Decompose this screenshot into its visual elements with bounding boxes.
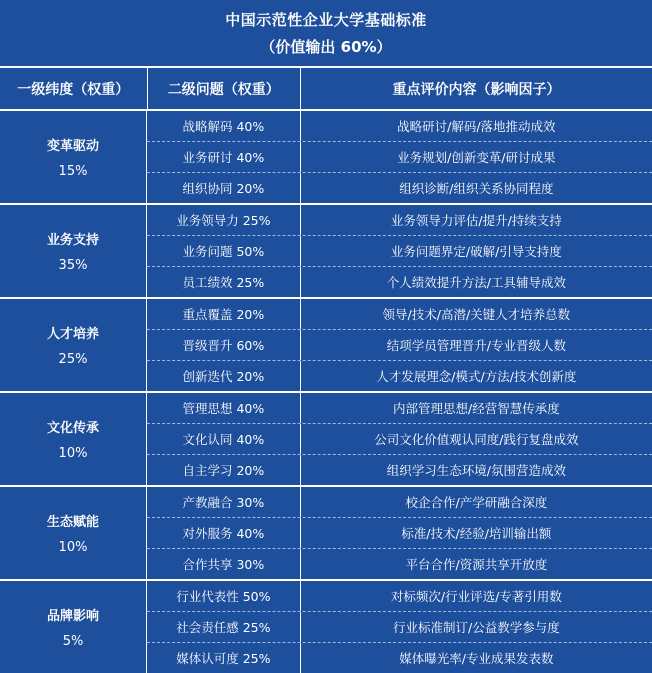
dimension-weight: 15% xyxy=(58,164,88,179)
sub-question: 重点覆盖 20% xyxy=(147,299,301,329)
evaluation-content: 业务领导力评估/提升/持续支持 xyxy=(390,213,562,228)
table-row xyxy=(147,299,652,330)
evaluation-content: 领导/技术/高潜/关键人才培养总数 xyxy=(382,307,571,322)
dimension-group xyxy=(0,111,652,205)
sub-question: 组织协同 20% xyxy=(147,173,301,203)
dimension-cell xyxy=(0,487,147,579)
evaluation-content: 业务规划/创新变革/研讨成果 xyxy=(397,150,556,165)
table-row xyxy=(147,581,652,612)
table-row xyxy=(147,236,652,267)
sub-question: 行业代表性 50% xyxy=(147,581,301,611)
evaluation-content: 标准/技术/经验/培训输出额 xyxy=(401,526,552,541)
evaluation-content: 战略研讨/解码/落地推动成效 xyxy=(397,119,556,134)
dimension-group xyxy=(0,393,652,487)
table-row xyxy=(147,173,652,203)
dimension-group xyxy=(0,581,652,673)
dimension-cell xyxy=(0,299,147,391)
sub-question: 对外服务 40% xyxy=(147,518,301,548)
evaluation-content: 组织诊断/组织关系协同程度 xyxy=(399,181,554,196)
dimension-name: 业务支持 xyxy=(46,233,99,248)
table-row xyxy=(147,612,652,643)
evaluation-content: 行业标准制订/公益教学参与度 xyxy=(392,620,560,635)
evaluation-content: 公司文化价值观认同度/践行复盘成效 xyxy=(374,432,579,447)
sub-question: 媒体认可度 25% xyxy=(147,643,301,673)
table-row xyxy=(147,455,652,485)
header-sub-question: 二级问题（权重） xyxy=(148,68,302,109)
evaluation-content: 内部管理思想/经营智慧传承度 xyxy=(392,401,560,416)
dimension-cell xyxy=(0,205,147,297)
dimension-weight: 10% xyxy=(58,540,88,555)
header-dimension: 一级纬度（权重） xyxy=(0,68,148,109)
dimension-cell xyxy=(0,393,147,485)
sub-question: 业务研讨 40% xyxy=(147,142,301,172)
table-row xyxy=(147,142,652,173)
dimension-group xyxy=(0,205,652,299)
dimension-weight: 25% xyxy=(58,352,88,367)
evaluation-content: 媒体曝光率/专业成果发表数 xyxy=(399,651,554,666)
table-row xyxy=(147,643,652,673)
dimension-weight: 35% xyxy=(58,258,88,273)
sub-question: 合作共享 30% xyxy=(147,549,301,579)
sub-question: 社会责任感 25% xyxy=(147,612,301,642)
evaluation-content: 人才发展理念/模式/方法/技术创新度 xyxy=(376,369,577,384)
sub-question: 文化认同 40% xyxy=(147,424,301,454)
table-row xyxy=(147,205,652,236)
table-row xyxy=(147,267,652,297)
dimension-weight: 10% xyxy=(58,446,88,461)
evaluation-content: 对标频次/行业评选/专著引用数 xyxy=(390,589,562,604)
sub-question: 管理思想 40% xyxy=(147,393,301,423)
dimension-cell xyxy=(0,581,147,673)
evaluation-content: 组织学习生态环境/氛围营造成效 xyxy=(386,463,566,478)
header-content: 重点评价内容（影响因子） xyxy=(392,81,561,98)
table-body xyxy=(0,111,652,673)
dimension-group xyxy=(0,299,652,393)
sub-question: 员工绩效 25% xyxy=(147,267,301,297)
page-subtitle: （价值输出 60%） xyxy=(260,38,392,56)
sub-question: 业务领导力 25% xyxy=(147,205,301,235)
sub-question: 晋级晋升 60% xyxy=(147,330,301,360)
sub-question: 产教融合 30% xyxy=(147,487,301,517)
table-row xyxy=(147,424,652,455)
sub-question: 创新迭代 20% xyxy=(147,361,301,391)
dimension-name: 品牌影响 xyxy=(46,609,99,624)
page-title: 中国示范性企业大学基础标准 xyxy=(225,11,427,29)
dimension-name: 文化传承 xyxy=(46,421,99,436)
dimension-name: 变革驱动 xyxy=(46,139,99,154)
evaluation-content: 平台合作/资源共享开放度 xyxy=(405,557,548,572)
evaluation-content: 校企合作/产学研融合深度 xyxy=(405,495,548,510)
title-block xyxy=(0,0,652,68)
sub-question: 自主学习 20% xyxy=(147,455,301,485)
table-row xyxy=(147,111,652,142)
evaluation-content: 业务问题界定/破解/引导支持度 xyxy=(390,244,562,259)
table-row xyxy=(147,549,652,579)
dimension-group xyxy=(0,487,652,581)
sub-question: 战略解码 40% xyxy=(147,111,301,141)
table-header xyxy=(0,68,652,111)
table-row xyxy=(147,518,652,549)
table-row xyxy=(147,330,652,361)
evaluation-content: 个人绩效提升方法/工具辅导成效 xyxy=(386,275,566,290)
dimension-name: 人才培养 xyxy=(46,327,99,342)
table-row xyxy=(147,393,652,424)
dimension-cell xyxy=(0,111,147,203)
sub-question: 业务问题 50% xyxy=(147,236,301,266)
evaluation-content: 结项学员管理晋升/专业晋级人数 xyxy=(386,338,566,353)
dimension-weight: 5% xyxy=(62,634,84,649)
dimension-name: 生态赋能 xyxy=(46,515,99,530)
table-row xyxy=(147,487,652,518)
table-row xyxy=(147,361,652,391)
